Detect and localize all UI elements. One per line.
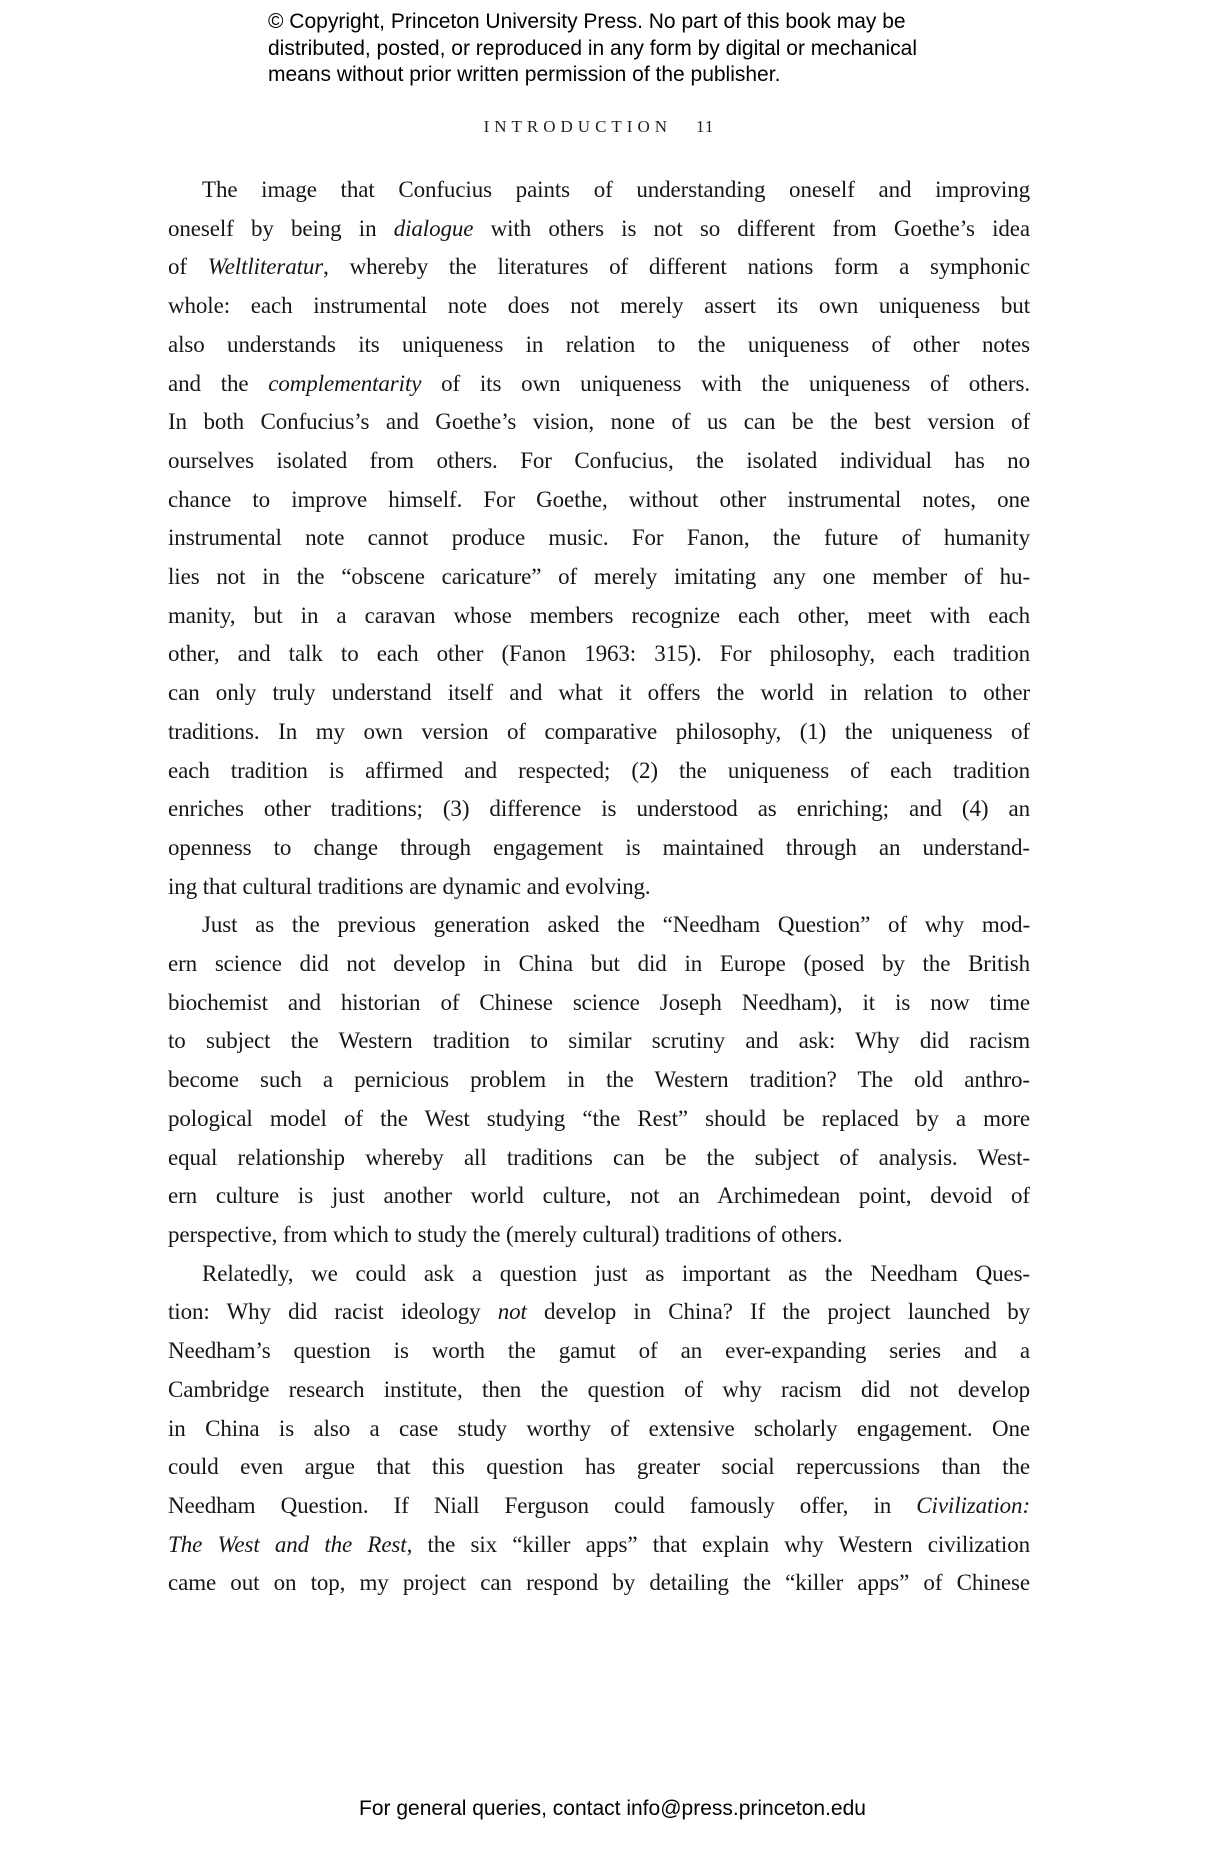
running-head-page-number: 11 xyxy=(696,117,715,136)
text-line: ourselves isolated from others. For Confucius, the isolated individual has no xyxy=(168,447,1030,473)
text-line: oneself by being in dialogue with others is not so different from Goethe’s idea xyxy=(168,215,1031,241)
text-line: Needham Question. If Niall Ferguson could famously offer, in Civilization: xyxy=(168,1492,1030,1518)
text-line: Cambridge research institute, then the question of why racism did not develop xyxy=(168,1376,1030,1402)
text-line: each tradition is affirmed and respected; (2) the uniqueness of each tradition xyxy=(168,757,1030,783)
footer-contact-text: For general queries, contact info@press.princeton.edu xyxy=(359,1797,866,1820)
running-head-title: INTRODUCTION xyxy=(483,117,673,136)
text-line: become such a pernicious problem in the Western tradition? The old anthro- xyxy=(168,1067,1030,1093)
text-line: ern culture is just another world culture, not an Archimedean point, devoid of xyxy=(168,1183,1030,1209)
copyright-line: distributed, posted, or reproduced in any form by digital or mechanical xyxy=(268,36,918,60)
text-line: ern science did not develop in China but did in Europe (posed by the British xyxy=(168,951,1030,977)
copyright-line: means without prior written permission of the publisher. xyxy=(268,63,781,86)
text-line: openness to change through engagement is maintained through an understand- xyxy=(168,834,1030,860)
text-line: to subject the Western tradition to similar scrutiny and ask: Why did racism xyxy=(168,1028,1030,1054)
footer-contact xyxy=(0,1797,1225,1821)
text-line: could even argue that this question has greater social repercussions than the xyxy=(168,1454,1030,1480)
text-line: manity, but in a caravan whose members recognize each other, meet with each xyxy=(168,602,1030,628)
text-line: equal relationship whereby all traditions can be the subject of analysis. West- xyxy=(168,1144,1030,1170)
copyright-line: © Copyright, Princeton University Press. No part of this book may be xyxy=(268,10,906,33)
text-line: came out on top, my project can respond by detailing the “killer apps” of Chinese xyxy=(168,1570,1030,1596)
text-line: The West and the Rest, the six “killer apps” that explain why Western civilization xyxy=(168,1531,1030,1557)
text-line: chance to improve himself. For Goethe, without other instrumental notes, one xyxy=(168,486,1030,512)
text-line: traditions. In my own version of comparative philosophy, (1) the uniqueness of xyxy=(168,718,1030,744)
text-line: other, and talk to each other (Fanon 1963: 315). For philosophy, each tradition xyxy=(168,641,1030,667)
body-text xyxy=(168,171,1030,1603)
text-line: can only truly understand itself and what it offers the world in relation to other xyxy=(168,680,1030,706)
text-line: and the complementarity of its own uniqueness with the uniqueness of others. xyxy=(168,370,1030,396)
text-line: The image that Confucius paints of understanding oneself and improving xyxy=(202,177,1030,202)
text-line: pological model of the West studying “the Rest” should be replaced by a more xyxy=(168,1105,1030,1131)
running-head xyxy=(168,117,1030,137)
text-line: Just as the previous generation asked the “Needham Question” of why mod- xyxy=(202,912,1030,938)
text-line: perspective, from which to study the (merely cultural) traditions of others. xyxy=(168,1221,843,1247)
text-line: Relatedly, we could ask a question just as important as the Needham Ques- xyxy=(202,1260,1030,1286)
text-line: In both Confucius’s and Goethe’s vision, none of us can be the best version of xyxy=(168,409,1030,435)
text-line: biochemist and historian of Chinese science Joseph Needham), it is now time xyxy=(168,989,1030,1015)
text-line: instrumental note cannot produce music. For Fanon, the future of humanity xyxy=(168,525,1030,551)
text-line: also understands its uniqueness in relation to the uniqueness of other notes xyxy=(168,331,1030,357)
text-line: enriches other traditions; (3) difference is understood as enriching; and (4) an xyxy=(168,796,1030,822)
text-line: whole: each instrumental note does not merely assert its own uniqueness but xyxy=(168,293,1030,319)
text-line: of Weltliteratur, whereby the literatures of different nations form a symphonic xyxy=(168,254,1031,280)
text-line: lies not in the “obscene caricature” of merely imitating any one member of hu- xyxy=(168,564,1030,590)
text-line: tion: Why did racist ideology not develop in China? If the project launched by xyxy=(168,1299,1030,1325)
text-line: Needham’s question is worth the gamut of an ever-expanding series and a xyxy=(168,1338,1030,1364)
text-line: in China is also a case study worthy of extensive scholarly engagement. One xyxy=(168,1415,1030,1441)
copyright-notice xyxy=(268,9,917,89)
text-line: ing that cultural traditions are dynamic and evolving. xyxy=(168,873,651,899)
